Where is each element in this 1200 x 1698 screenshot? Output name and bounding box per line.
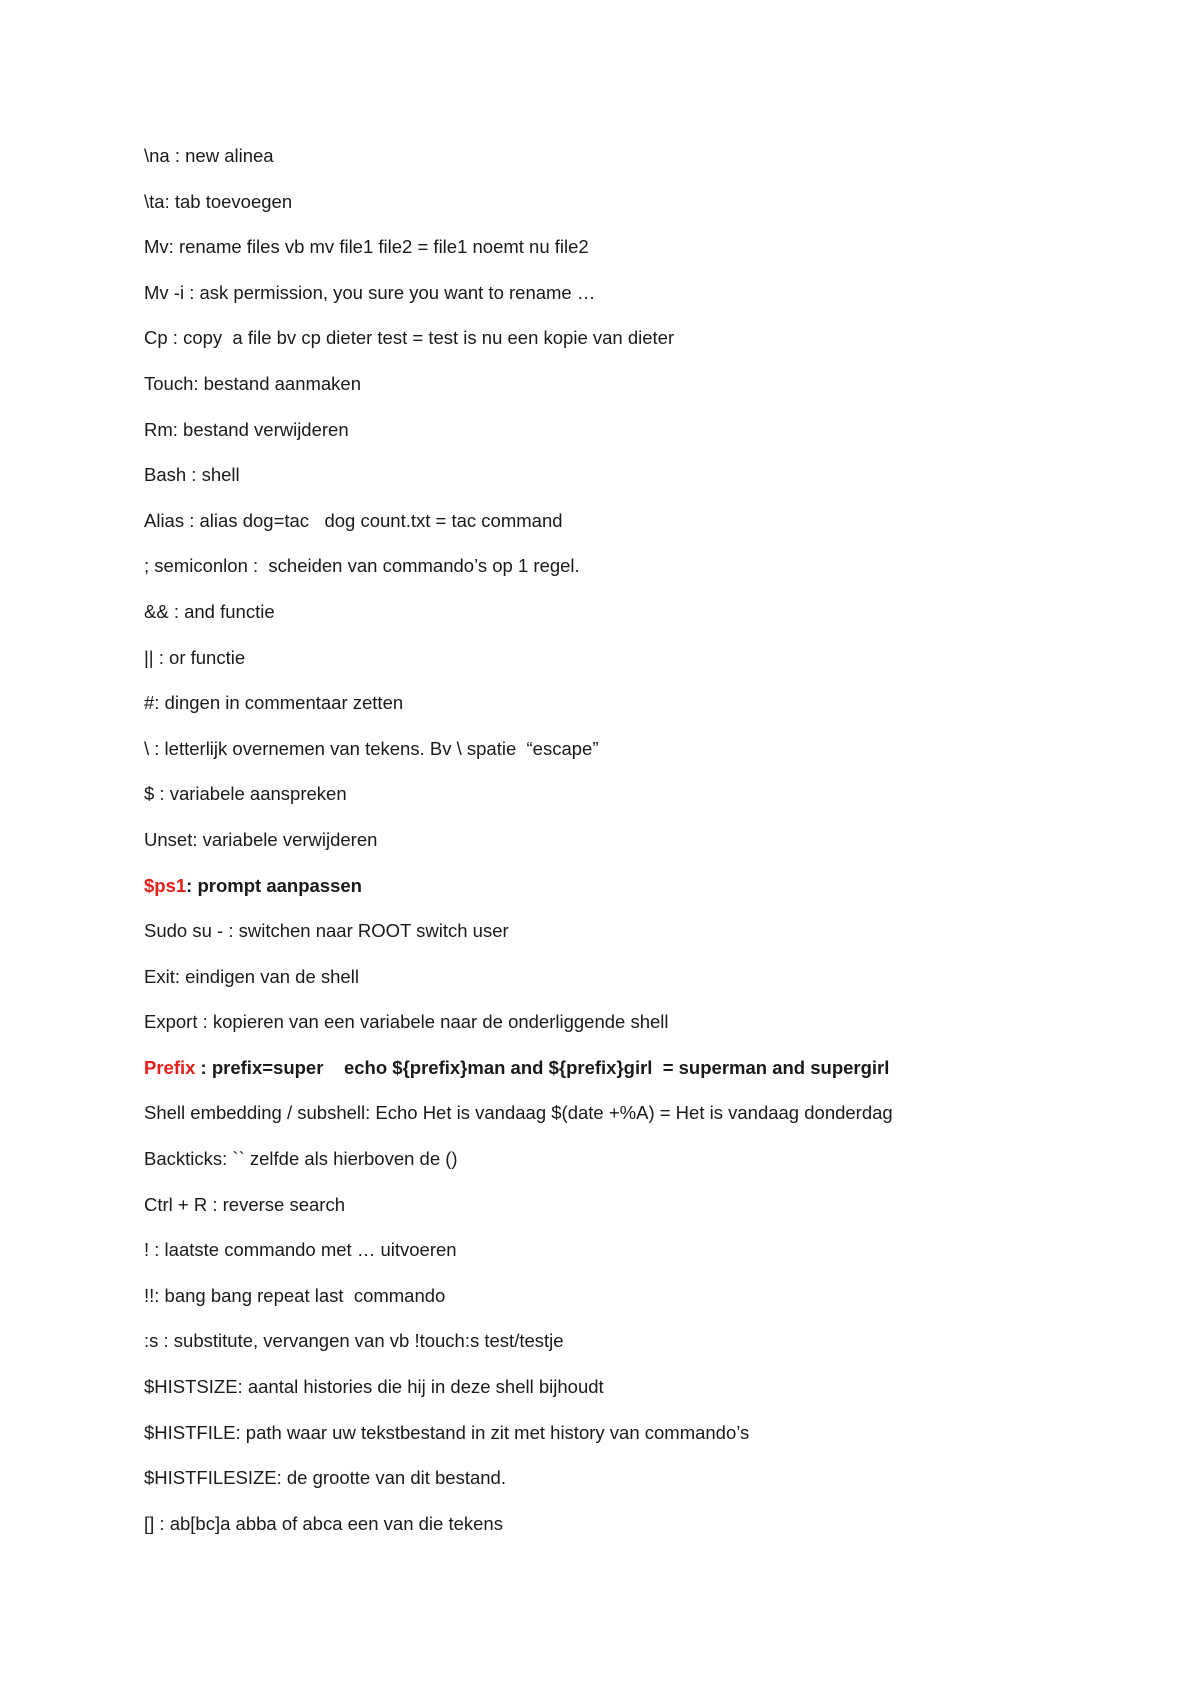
note-line: Touch: bestand aanmaken <box>144 372 362 394</box>
note-line: $HISTSIZE: aantal histories die hij in deze shell bijhoudt <box>144 1376 604 1398</box>
note-line: Mv -i : ask permission, you sure you want to rename … <box>144 281 596 303</box>
note-line: || : or functie <box>144 646 246 668</box>
note-line: Shell embedding / subshell: Echo Het is vandaag $(date +%A) = Het is vandaag donderdag <box>144 1102 893 1124</box>
note-line: ; semiconlon : scheiden van commando’s op 1 regel. <box>144 555 580 577</box>
note-line-highlight <box>144 1054 1104 1100</box>
highlight-description: : prefix=super echo ${prefix}man and ${prefix}girl = superman and supergirl <box>195 1056 890 1078</box>
highlight-term: $ps1 <box>144 874 187 896</box>
note-line: Rm: bestand verwijderen <box>144 418 349 440</box>
note-line: \ : letterlijk overnemen van tekens. Bv \ spatie “escape” <box>144 737 599 759</box>
note-line-highlight <box>144 872 1104 918</box>
note-line: Sudo su - : switchen naar ROOT switch user <box>144 920 509 942</box>
note-line: Bash : shell <box>144 464 240 486</box>
note-line: && : and functie <box>144 600 275 622</box>
note-line: Exit: eindigen van de shell <box>144 965 359 987</box>
note-line: Unset: variabele verwijderen <box>144 828 378 850</box>
note-line: !!: bang bang repeat last commando <box>144 1284 446 1306</box>
note-line: $HISTFILE: path waar uw tekstbestand in zit met history van commando’s <box>144 1421 750 1443</box>
highlight-term: Prefix <box>144 1056 196 1078</box>
note-line: [] : ab[bc]a abba of abca een van die tekens <box>144 1512 503 1534</box>
note-line: \na : new alinea <box>144 145 274 166</box>
note-line: $HISTFILESIZE: de grootte van dit bestand. <box>144 1467 506 1489</box>
note-line: ! : laatste commando met … uitvoeren <box>144 1239 457 1261</box>
notes-list <box>144 142 1104 1555</box>
note-line: Backticks: `` zelfde als hierboven de () <box>144 1148 458 1170</box>
note-line: Ctrl + R : reverse search <box>144 1193 345 1215</box>
note-line: Cp : copy a file bv cp dieter test = test is nu een kopie van dieter <box>144 327 675 349</box>
note-line: \ta: tab toevoegen <box>144 190 293 212</box>
note-line: Mv: rename files vb mv file1 file2 = file1 noemt nu file2 <box>144 236 589 258</box>
note-line: Alias : alias dog=tac dog count.txt = tac command <box>144 509 563 531</box>
note-line: #: dingen in commentaar zetten <box>144 692 404 714</box>
note-line: $ : variabele aanspreken <box>144 783 347 805</box>
highlight-description: : prompt aanpassen <box>186 874 362 896</box>
note-line: :s : substitute, vervangen van vb !touch:s test/testje <box>144 1330 564 1352</box>
note-line: Export : kopieren van een variabele naar de onderliggende shell <box>144 1011 669 1033</box>
